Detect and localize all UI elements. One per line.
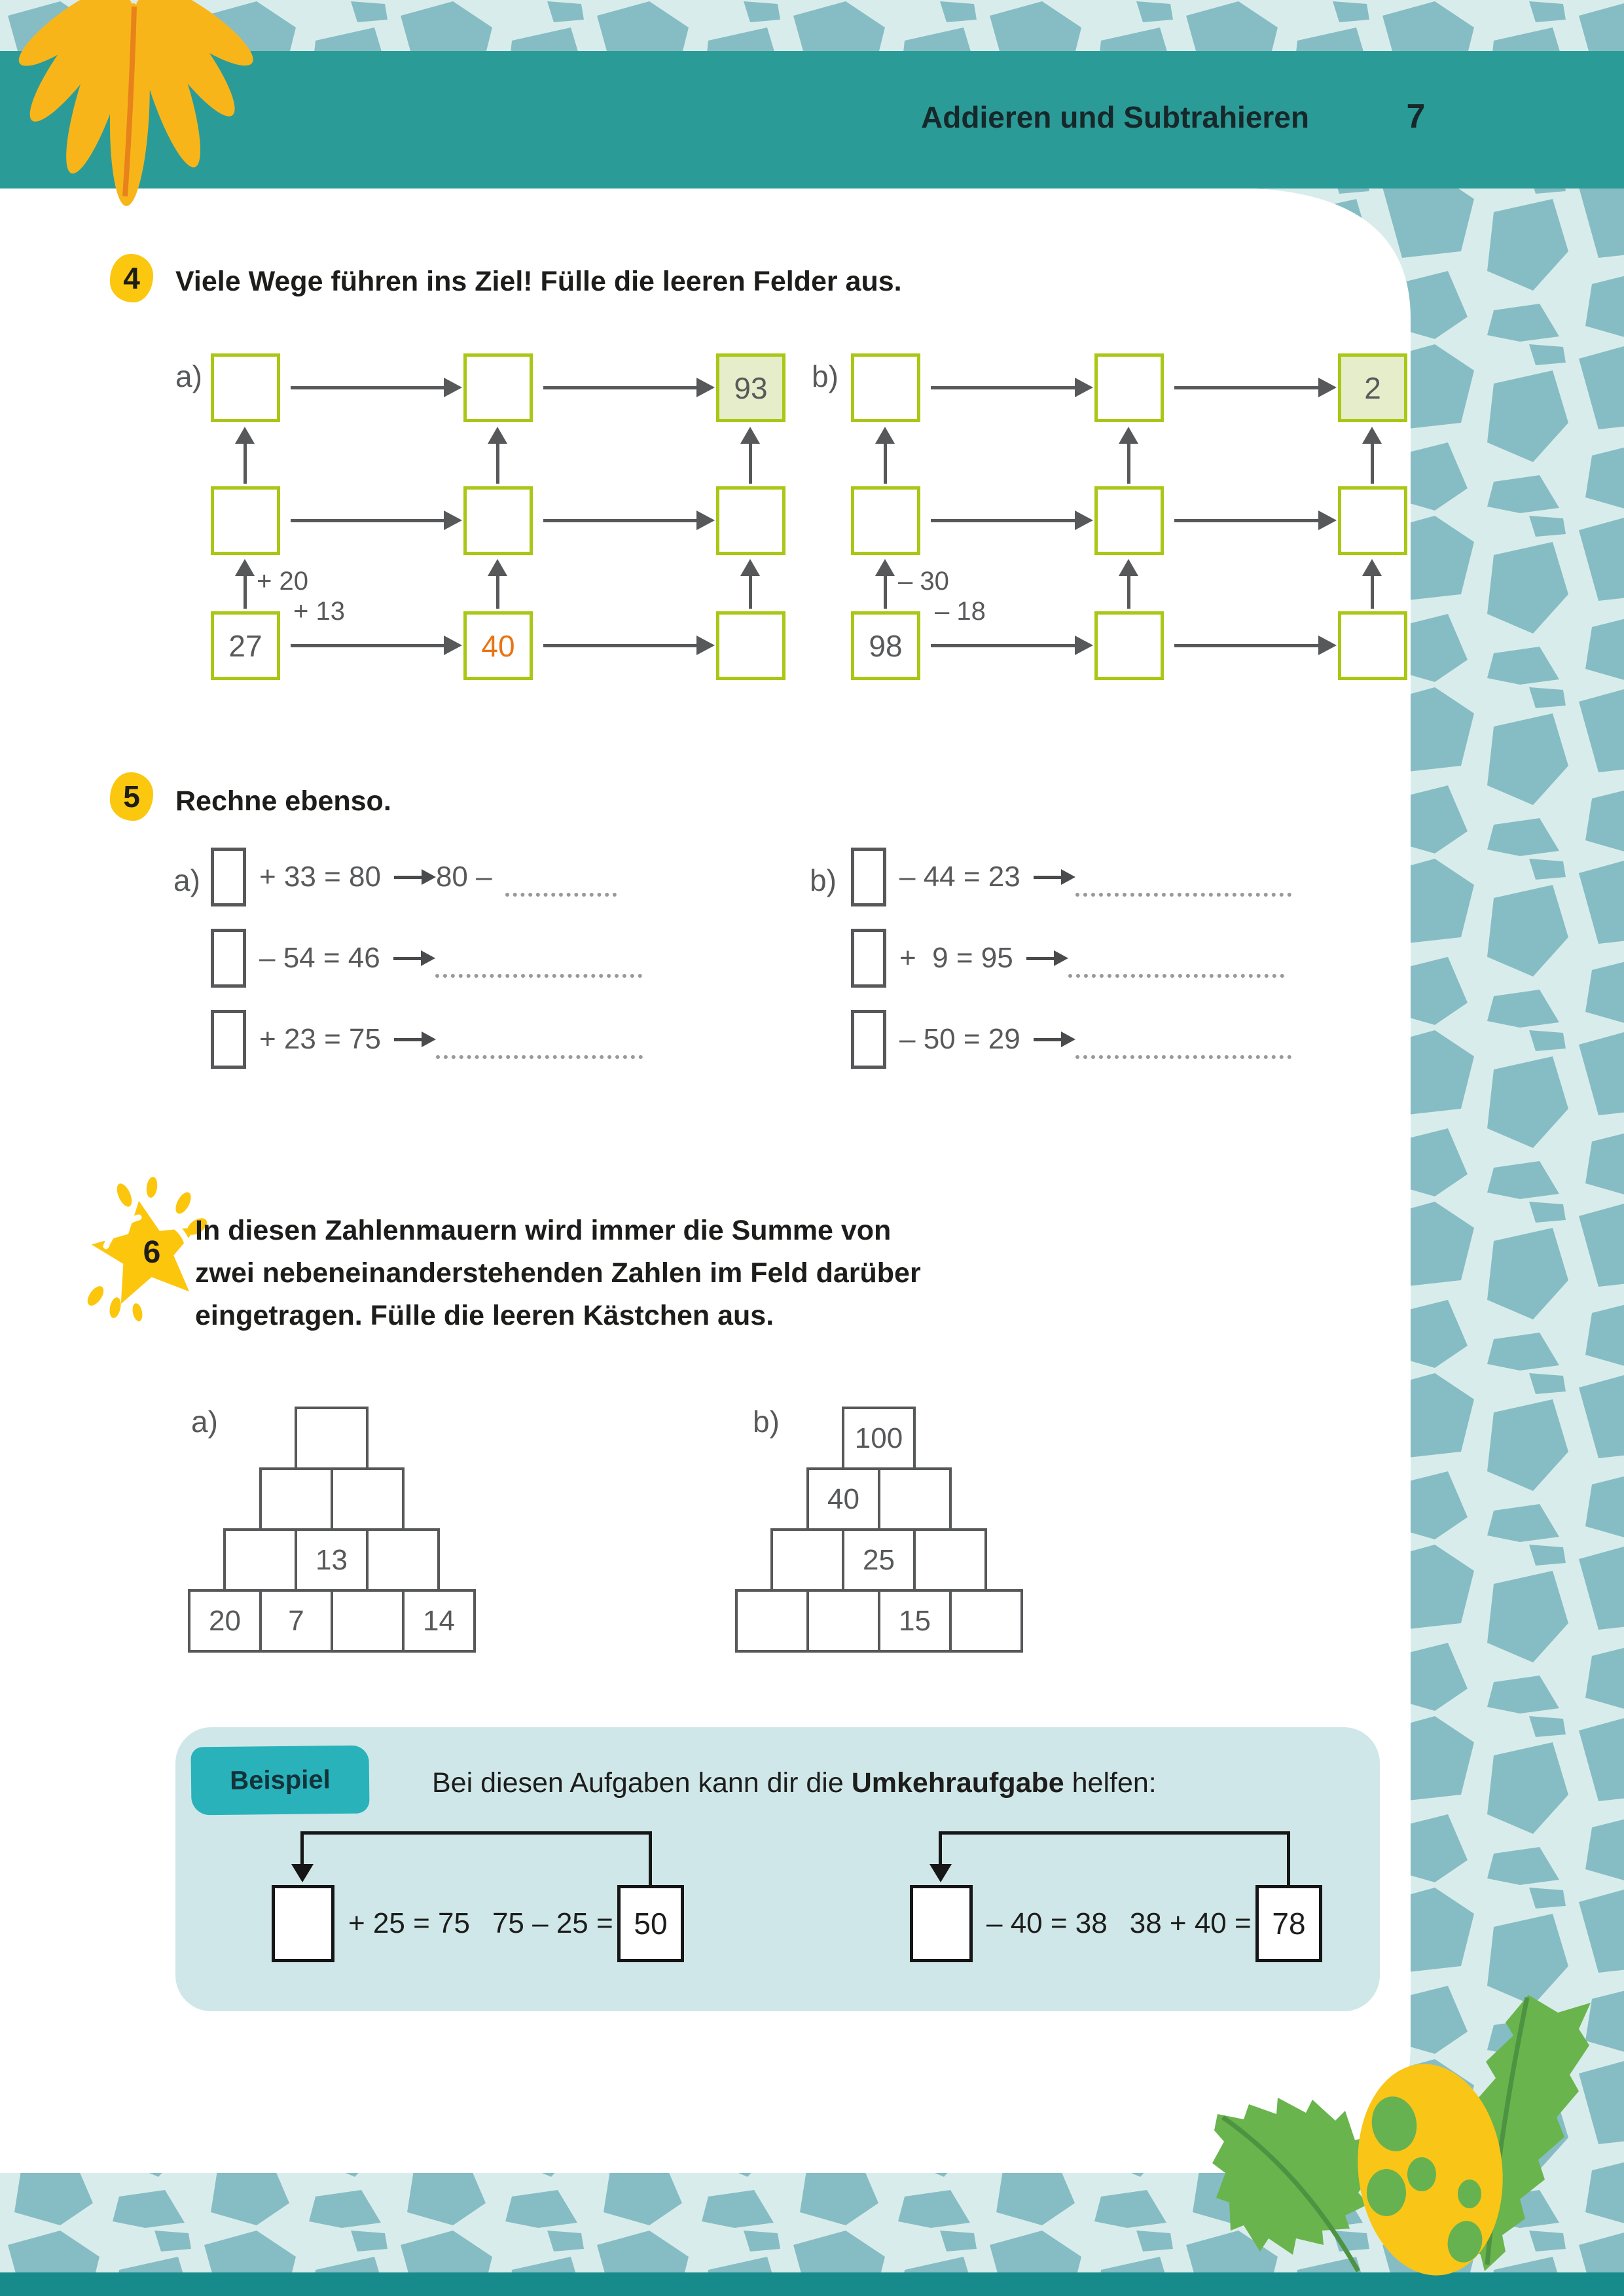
exercise-6-title-line3: eingetragen. Fülle die leeren Kästchen aus. xyxy=(195,1300,774,1331)
equation-row xyxy=(851,847,1291,907)
exercise-5b-label: b) xyxy=(810,863,837,897)
arrow-up-icon xyxy=(749,442,752,484)
pyramid-cell-empty[interactable] xyxy=(949,1589,1023,1653)
operation-label: + 13 xyxy=(293,597,345,626)
reverse-arrow xyxy=(300,1831,652,1835)
arrow-up-icon xyxy=(496,575,499,609)
reverse-arrow xyxy=(939,1831,1290,1835)
equation-hint: 80 – xyxy=(435,861,492,893)
equation-row xyxy=(211,1009,643,1069)
arrow-right-icon xyxy=(394,1038,423,1041)
pyramid-cell-empty[interactable] xyxy=(295,1407,369,1470)
missing-number-box[interactable] xyxy=(910,1885,973,1962)
answer-line[interactable] xyxy=(435,974,642,978)
arrow-up-icon xyxy=(884,442,887,484)
grid-cell-given: 40 xyxy=(463,611,533,680)
exercise-4-badge: 4 xyxy=(110,254,153,302)
arrow-right-icon xyxy=(931,386,1076,389)
missing-number-box[interactable] xyxy=(211,848,246,906)
reverse-arrow xyxy=(1287,1831,1290,1886)
operation-label: – 18 xyxy=(935,597,986,626)
grid-cell-empty[interactable] xyxy=(463,353,533,422)
equation-text: – 54 = 46 xyxy=(259,942,380,974)
example-text: Bei diesen Aufgaben kann dir die Umkehraufgabe helfen: xyxy=(432,1767,1157,1799)
pyramid-cell-empty[interactable] xyxy=(770,1528,844,1592)
arrow-up-icon xyxy=(749,575,752,609)
arrow-right-icon xyxy=(931,519,1076,522)
answer-line[interactable] xyxy=(505,893,617,897)
arrow-down-icon xyxy=(929,1864,952,1882)
equation-text: – 44 = 23 xyxy=(899,861,1020,893)
equation-text: + 23 = 75 xyxy=(259,1023,381,1055)
arrow-right-icon xyxy=(394,876,423,879)
equation-text: + 33 = 80 xyxy=(259,861,381,893)
grid-cell-empty[interactable] xyxy=(1094,486,1164,555)
arrow-up-icon xyxy=(1371,575,1374,609)
arrow-up-icon xyxy=(496,442,499,484)
arrow-right-icon xyxy=(1034,1038,1062,1041)
example-badge: Beispiel xyxy=(190,1746,369,1816)
arrow-down-icon xyxy=(291,1864,314,1882)
reverse-arrow xyxy=(300,1831,304,1865)
grid-cell-start: 98 xyxy=(851,611,920,680)
grid-cell-target: 93 xyxy=(716,353,785,422)
pyramid-cell-empty[interactable] xyxy=(913,1528,987,1592)
grid-cell-empty[interactable] xyxy=(1094,353,1164,422)
reverse-arrow xyxy=(649,1831,652,1886)
arrow-right-icon xyxy=(1034,876,1062,879)
exercise-4a-label: a) xyxy=(175,359,202,393)
grid-cell-empty[interactable] xyxy=(1094,611,1164,680)
grid-cell-empty[interactable] xyxy=(716,486,785,555)
pyramid-cell: 25 xyxy=(842,1528,916,1592)
bottom-strip xyxy=(0,2272,1624,2296)
grid-cell-target: 2 xyxy=(1338,353,1407,422)
answer-line[interactable] xyxy=(1068,974,1284,978)
arrow-up-icon xyxy=(1127,575,1130,609)
pyramid-cell: 100 xyxy=(842,1407,916,1470)
arrow-right-icon xyxy=(1174,644,1320,647)
pyramid-cell: 40 xyxy=(806,1467,880,1531)
equation-text: – 50 = 29 xyxy=(899,1023,1020,1055)
exercise-4b-label: b) xyxy=(812,359,839,393)
arrow-right-icon xyxy=(1174,386,1320,389)
operation-label: – 30 xyxy=(898,567,949,596)
missing-number-box[interactable] xyxy=(851,929,886,988)
grid-cell-empty[interactable] xyxy=(463,486,533,555)
equation-row xyxy=(851,1009,1291,1069)
grid-cell-start: 27 xyxy=(211,611,280,680)
missing-number-box[interactable] xyxy=(851,848,886,906)
answer-line[interactable] xyxy=(1075,1055,1291,1059)
grid-cell-empty[interactable] xyxy=(1338,611,1407,680)
example-equations: – 40 = 38 38 + 40 = xyxy=(986,1907,1252,1939)
pyramid-cell: 7 xyxy=(259,1589,333,1653)
arrow-right-icon xyxy=(543,644,698,647)
grid-cell-empty[interactable] xyxy=(211,486,280,555)
arrow-up-icon xyxy=(244,575,247,609)
grid-cell-empty[interactable] xyxy=(851,353,920,422)
pyramid-cell-empty[interactable] xyxy=(331,1467,405,1531)
equation-row xyxy=(851,928,1284,988)
grid-cell-empty[interactable] xyxy=(211,353,280,422)
equation-text: + 9 = 95 xyxy=(899,942,1013,974)
missing-number-box[interactable] xyxy=(211,929,246,988)
arrow-right-icon xyxy=(543,386,698,389)
arrow-right-icon xyxy=(291,644,445,647)
exercise-6-title-line2: zwei nebeneinanderstehenden Zahlen im Feld darüber xyxy=(195,1257,921,1289)
exercise-6a-label: a) xyxy=(191,1405,218,1439)
missing-number-box[interactable] xyxy=(272,1885,334,1962)
arrow-right-icon xyxy=(1174,519,1320,522)
exercise-5-title: Rechne ebenso. xyxy=(175,785,391,817)
exercise-6b-label: b) xyxy=(753,1405,780,1439)
pyramid-cell-empty[interactable] xyxy=(735,1589,809,1653)
arrow-right-icon xyxy=(291,386,445,389)
pyramid-cell-empty[interactable] xyxy=(259,1467,333,1531)
arrow-up-icon xyxy=(1371,442,1374,484)
pyramid-cell: 14 xyxy=(402,1589,476,1653)
grid-cell-empty[interactable] xyxy=(851,486,920,555)
pyramid-cell-empty[interactable] xyxy=(331,1589,405,1653)
arrow-right-icon xyxy=(1026,957,1055,960)
missing-number-box[interactable] xyxy=(211,1010,246,1069)
grid-cell-empty[interactable] xyxy=(1338,486,1407,555)
pyramid-cell-empty[interactable] xyxy=(878,1467,952,1531)
arrow-right-icon xyxy=(393,957,422,960)
exercise-6-badge: 6 xyxy=(143,1234,161,1270)
operation-label: + 20 xyxy=(257,567,308,596)
reverse-arrow xyxy=(939,1831,942,1865)
page-title: Addieren und Subtrahieren xyxy=(921,100,1309,134)
arrow-up-icon xyxy=(1127,442,1130,484)
equation-row xyxy=(211,928,642,988)
pyramid-cell: 15 xyxy=(878,1589,952,1653)
answer-line[interactable] xyxy=(1075,893,1291,897)
exercise-4-title: Viele Wege führen ins Ziel! Fülle die leeren Felder aus. xyxy=(175,266,902,297)
pyramid-cell: 20 xyxy=(188,1589,262,1653)
exercise-5-badge: 5 xyxy=(110,772,153,821)
exercise-6-title-line1: In diesen Zahlenmauern wird immer die Summe von xyxy=(195,1215,892,1246)
result-box: 50 xyxy=(617,1885,684,1962)
arrow-right-icon xyxy=(931,644,1076,647)
pyramid-cell-empty[interactable] xyxy=(223,1528,297,1592)
pyramid-cell-empty[interactable] xyxy=(366,1528,440,1592)
exercise-5a-label: a) xyxy=(173,863,200,897)
answer-line[interactable] xyxy=(436,1055,643,1059)
missing-number-box[interactable] xyxy=(851,1010,886,1069)
arrow-up-icon xyxy=(244,442,247,484)
arrow-right-icon xyxy=(543,519,698,522)
page-number: 7 xyxy=(1406,98,1426,135)
grid-cell-empty[interactable] xyxy=(716,611,785,680)
arrow-right-icon xyxy=(291,519,445,522)
result-box: 78 xyxy=(1255,1885,1322,1962)
example-equations: + 25 = 75 75 – 25 = xyxy=(348,1907,613,1939)
pyramid-cell: 13 xyxy=(295,1528,369,1592)
pyramid-cell-empty[interactable] xyxy=(806,1589,880,1653)
equation-row xyxy=(211,847,617,907)
arrow-up-icon xyxy=(884,575,887,609)
